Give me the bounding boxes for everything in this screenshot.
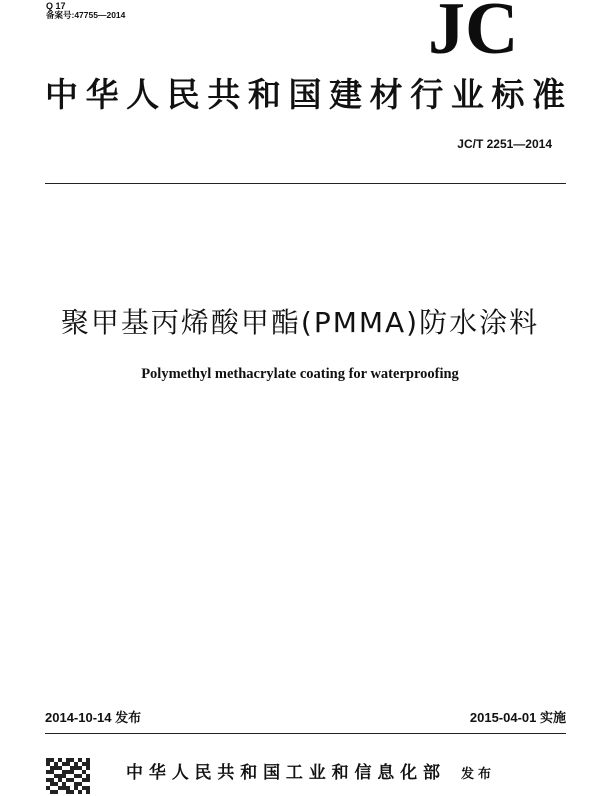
classification-code: Q 17 bbox=[46, 1, 66, 11]
implementation-date: 2015-04-01 实施 bbox=[469, 710, 566, 725]
issuer-seal-icon bbox=[44, 757, 92, 795]
document-title-chinese: 聚甲基丙烯酸甲酯(PMMA)防水涂料 bbox=[60, 306, 540, 339]
issue-date: 2014-10-14 发布 bbox=[45, 710, 142, 725]
filing-number: 备案号:47755—2014 bbox=[46, 10, 126, 20]
document-title-english: Polymethyl methacrylate coating for waterproofing bbox=[141, 366, 459, 382]
issuer-name: 中华人民共和国工业和信息化部 bbox=[126, 763, 440, 783]
standard-category-heading: 中华人民共和国建材行业标准 bbox=[45, 75, 565, 114]
top-divider bbox=[45, 183, 566, 184]
issuer-action: 发布 bbox=[461, 767, 496, 782]
standard-number: JC/T 2251—2014 bbox=[457, 137, 552, 151]
standard-mark: JC bbox=[428, 0, 519, 70]
bottom-divider bbox=[45, 733, 566, 734]
